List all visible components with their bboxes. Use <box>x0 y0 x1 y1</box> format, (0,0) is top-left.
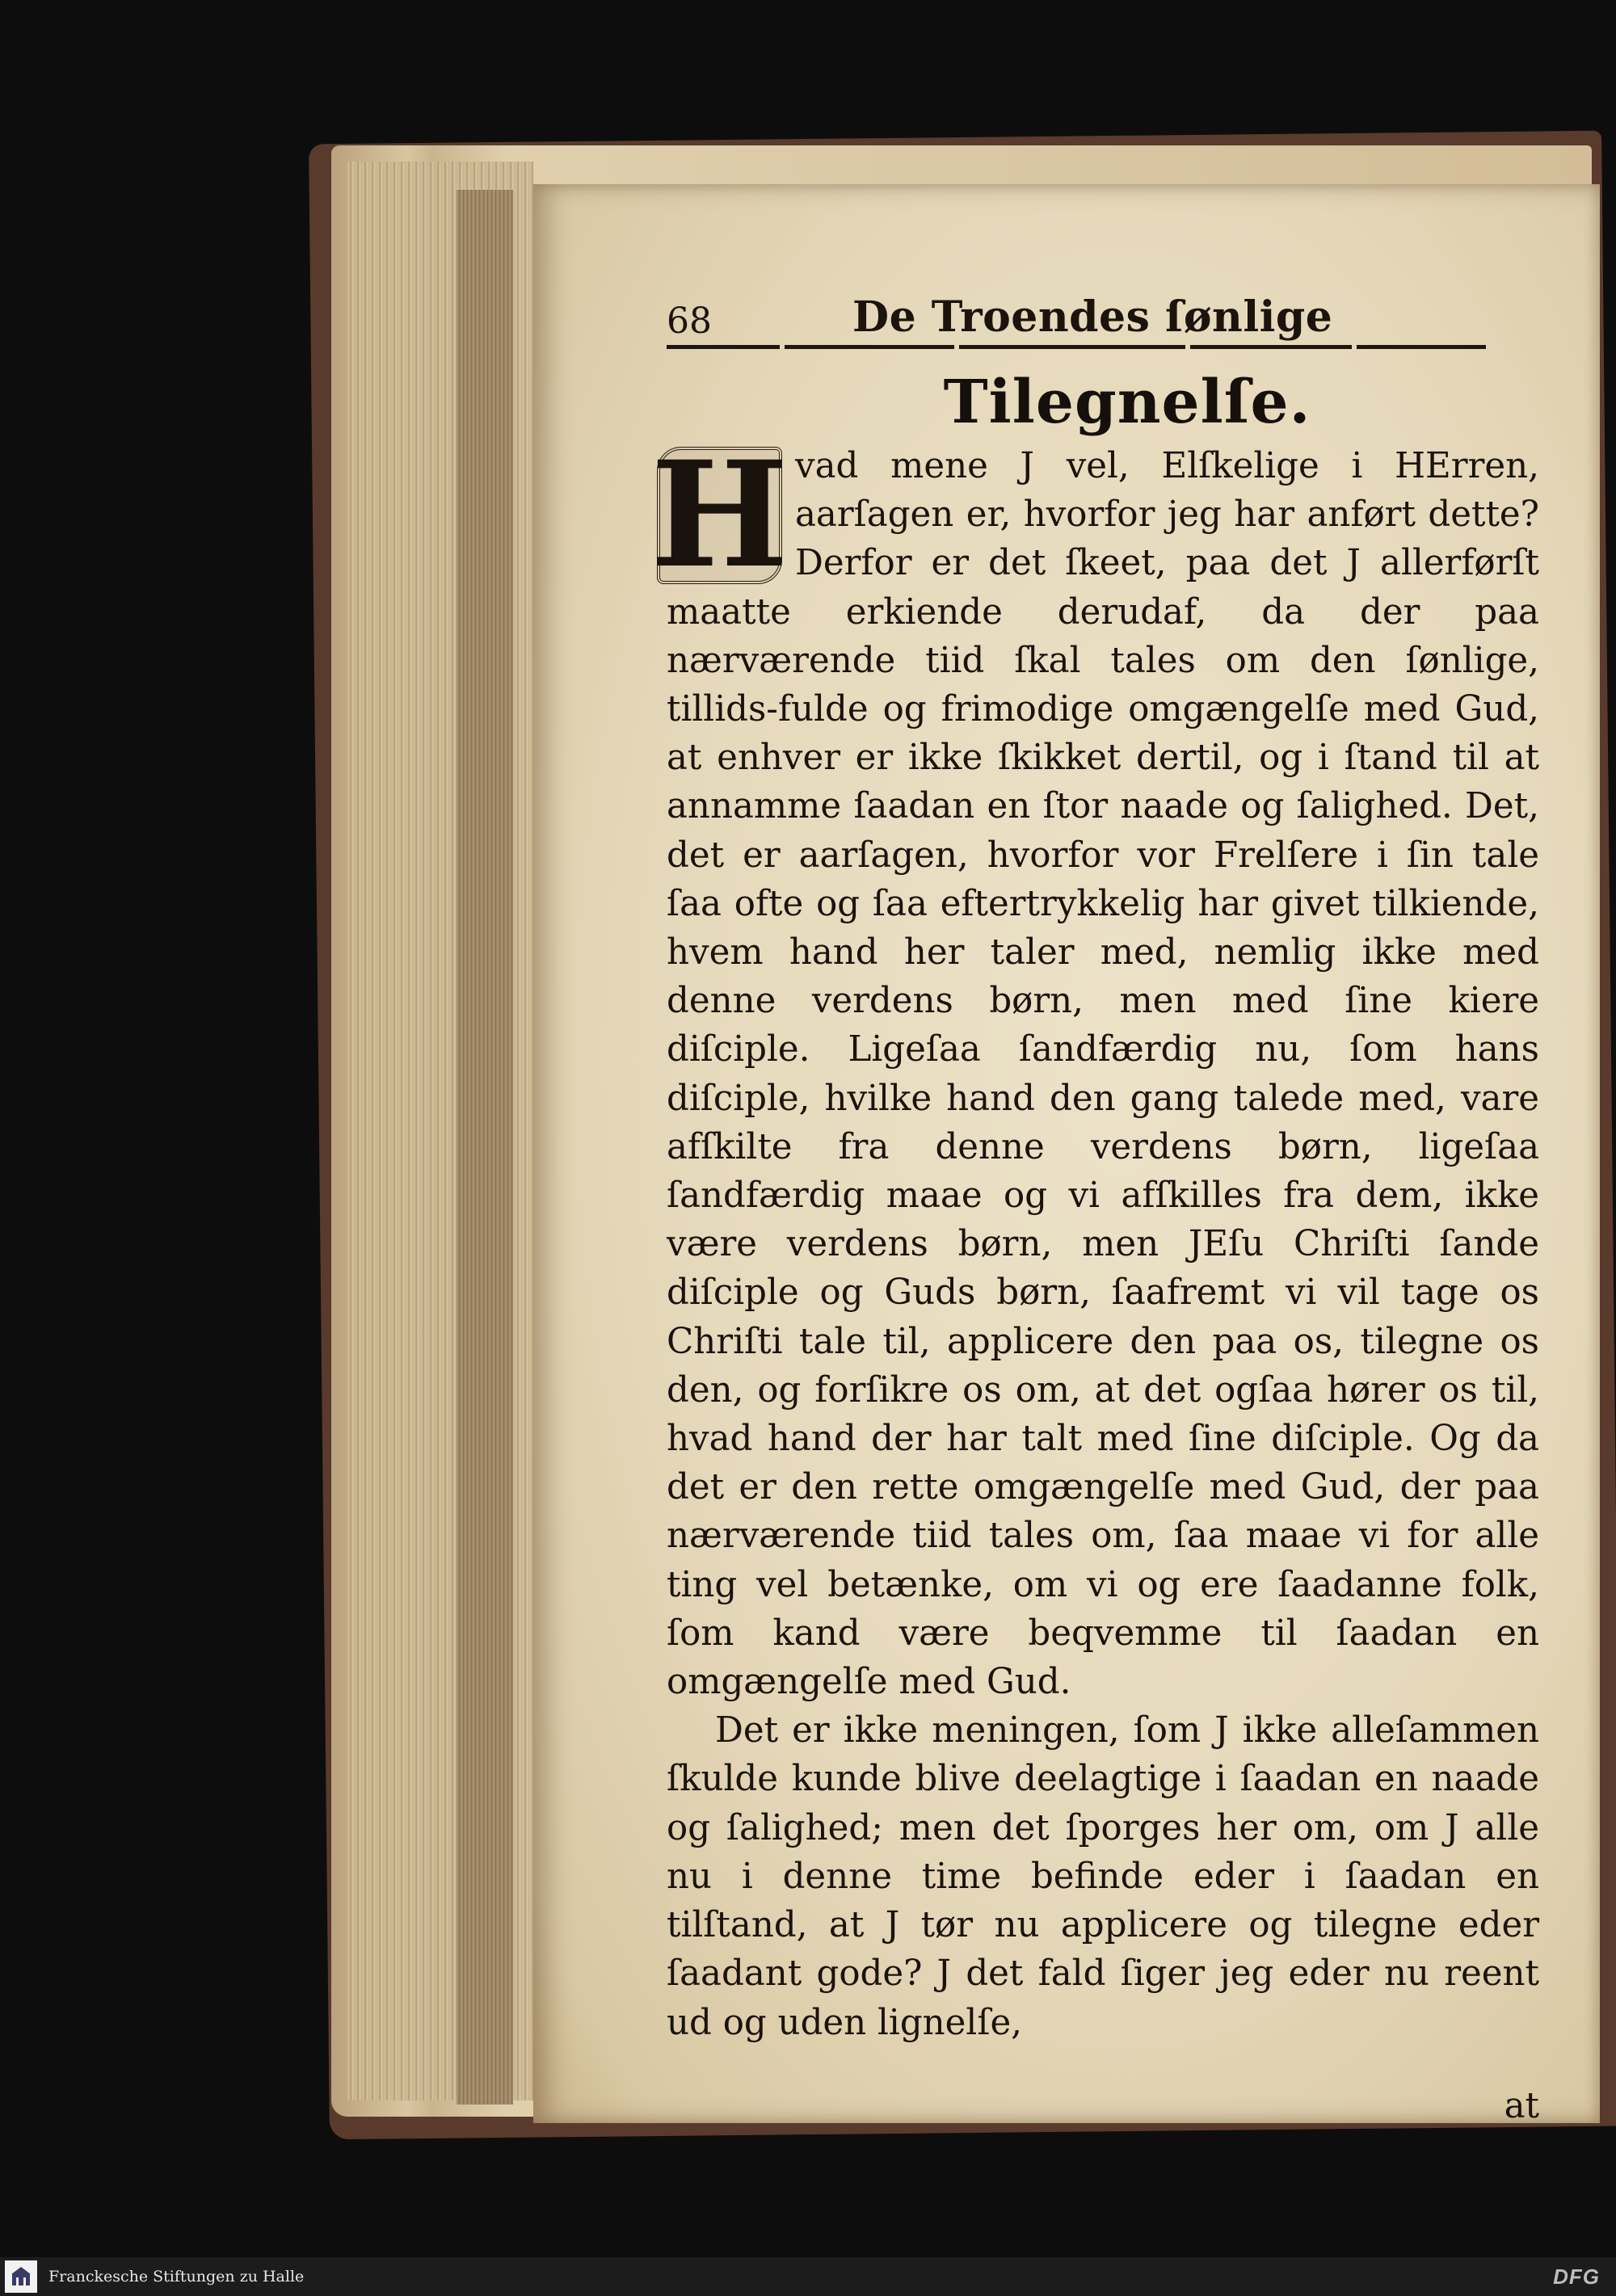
catchword: at <box>1504 2086 1539 2127</box>
paragraph: Det er ikke meningen, ſom J ikke alleſammen ſkulde kunde blive deelagtige i ſaadan en naade og ſalighed; men det ſporges her om, om J alle nu i denne time befinde eder i ſaadan en tilſtand, at J tør nu applicere og tilegne eder ſaadant gode? J det fald ſiger jeg eder nu reent ud og uden lignelſe, <box>667 1710 1539 2043</box>
paragraph <box>650 430 1539 1706</box>
running-head-title: De Troendes ſønlige <box>852 292 1333 342</box>
body-text <box>650 430 1539 2047</box>
section-title: Tilegnelſe. <box>943 368 1311 437</box>
dfg-logo: DFG <box>1553 2264 1600 2289</box>
franckesche-stiftungen-logo-icon <box>5 2260 37 2293</box>
head-rule <box>667 345 1539 350</box>
footer-institution[interactable]: Franckesche Stiftungen zu Halle <box>48 2268 305 2285</box>
page-text-block <box>650 292 1539 2130</box>
paragraph-text: vad mene J vel, Elſkelige i HErren, aarſagen er, hvorfor jeg har anført dette? Derfor er det ſkeet, paa det J allerførſt maatte erkiende derudaf, da der paa nærværende tiid ſkal tales om den ſønlige, tillids-fulde og frimodige omgængelſe med Gud, at enhver er ikke ſkikket dertil, og i ſtand til at annamme ſaadan en ſtor naade og ſalighed. Det, det er aarſagen, hvorfor vor Frelſere i ſin tale ſaa ofte og ſaa eftertrykkelig har givet tilkiende, hvem hand her taler med, nemlig ikke med denne verdens børn, men med ſine kiere diſciple. Ligeſaa ſandfærdig nu, ſom hans diſciple, hvilke hand den gang talede med, vare afſkilte fra denne verdens børn, ligeſaa ſandfærdig maae og vi afſkilles fra dem, ikke være verdens børn, men JEſu Chriſti ſande diſciple og Guds børn, ſaafremt vi vil tage os Chriſti tale til, applicere den paa os, tilegne os den, og forſikre os om, at det ogſaa hører os til, hvad hand der har talt med ſine diſciple. Og da det er den rette omgængelſe med Gud, der paa nærværende tiid tales om, ſaa maae vi for alle ting vel betænke, om vi og ere ſaadanne folk, ſom kand være beqvemme til ſaadan en omgængelſe med Gud. <box>667 446 1539 1703</box>
book-page <box>533 184 1600 2127</box>
page-edges-shadow <box>457 190 513 2105</box>
page-number: 68 <box>667 301 712 342</box>
drop-cap-initial: H <box>650 430 789 600</box>
running-head <box>667 293 1539 342</box>
footer-bar <box>0 2257 1616 2296</box>
